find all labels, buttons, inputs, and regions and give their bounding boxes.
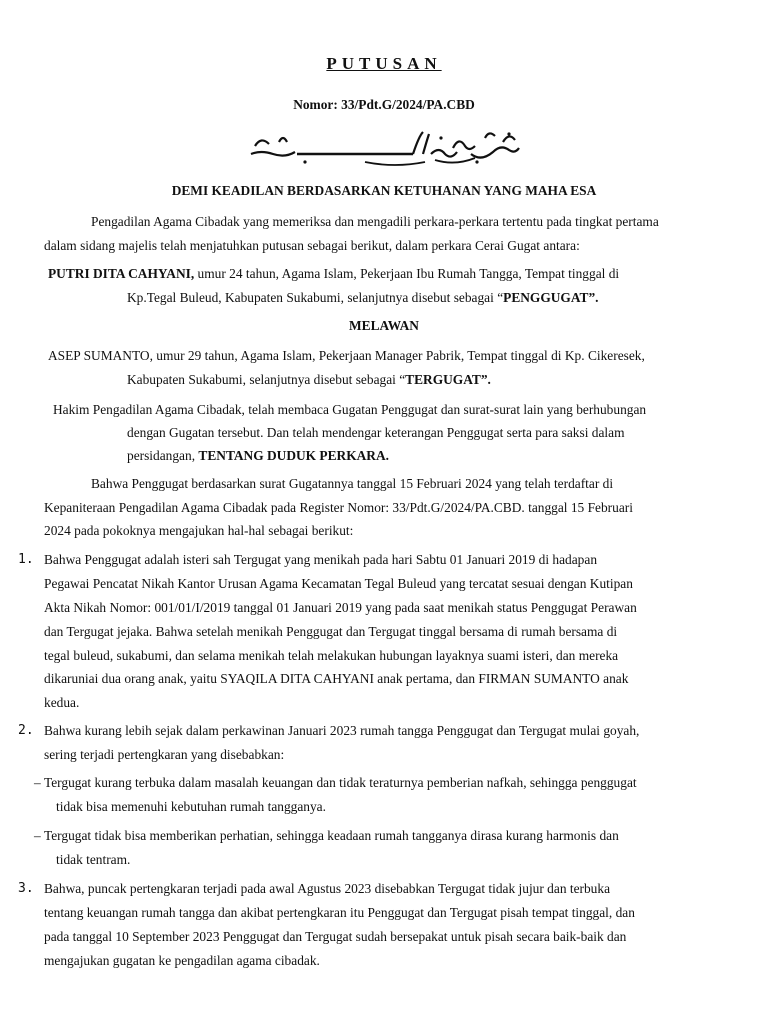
penggugat-line-1 <box>48 266 619 282</box>
intro-line-1: Pengadilan Agama Cibadak yang memeriksa dan mengadili perkara-perkara tertentu pada tingkat pertama <box>91 214 659 229</box>
bullet-line: tidak bisa memenuhi kebutuhan rumah tangganya. <box>56 799 326 814</box>
hakim-line-3 <box>127 448 389 464</box>
item-number: 3. <box>18 881 34 896</box>
tergugat-address: Kabupaten Sukabumi, selanjutnya disebut sebagai “ <box>127 372 406 387</box>
tergugat-line-2 <box>127 372 491 388</box>
list-item-line: pada tanggal 10 September 2023 Penggugat dan Tergugat sudah bersepakat untuk pisah secara baik-baik dan <box>44 929 627 944</box>
list-item-line: sering terjadi pertengkaran yang disebabkan: <box>44 747 285 762</box>
list-item-line: dan Tergugat jejaka. Bahwa setelah menikah Penggugat dan Tergugat tinggal bersama di rumah bersama di <box>44 624 618 639</box>
list-item-line: Bahwa kurang lebih sejak dalam perkawinan Januari 2023 rumah tangga Penggugat dan Tergugat mulai goyah, <box>44 723 640 738</box>
bullet-line: tidak tentram. <box>56 852 131 867</box>
bahwa-line-2: Kepaniteraan Pengadilan Agama Cibadak pada Register Nomor: 33/Pdt.G/2024/PA.CBD. tanggal 15 Februari <box>44 500 633 515</box>
bullet-line: Tergugat kurang terbuka dalam masalah keuangan dan tidak teraturnya pemberian nafkah, sehingga penggugat <box>44 775 637 790</box>
hakim-line-1: Hakim Pengadilan Agama Cibadak, telah membaca Gugatan Penggugat dan surat-surat lain yang berhubungan <box>53 402 647 417</box>
bullet-line: Tergugat tidak bisa memberikan perhatian, sehingga keadaan rumah tangganya dirasa kurang harmonis dan <box>44 828 619 843</box>
list-item-line: Akta Nikah Nomor: 001/01/I/2019 tanggal 01 Januari 2019 yang pada saat menikah status Penggugat Perawan <box>44 600 637 615</box>
penggugat-name: PUTRI DITA CAHYANI, <box>48 266 195 281</box>
intro-line-2: dalam sidang majelis telah menjatuhkan putusan sebagai berikut, dalam perkara Cerai Gugat antara: <box>44 238 580 253</box>
basmala-calligraphy-icon <box>245 124 525 170</box>
melawan-heading: MELAWAN <box>349 318 419 333</box>
penggugat-details: umur 24 tahun, Agama Islam, Pekerjaan Ibu Rumah Tangga, Tempat tinggal di <box>194 266 620 281</box>
list-item-line: Bahwa, puncak pertengkaran terjadi pada awal Agustus 2023 disebabkan Tergugat tidak jujur dan terbuka <box>44 881 611 896</box>
penggugat-address: Kp.Tegal Buleud, Kabupaten Sukabumi, selanjutnya disebut sebagai “ <box>127 290 504 305</box>
tergugat-role: TERGUGAT”. <box>405 372 491 387</box>
list-item-line: tegal buleud, sukabumi, dan selama menikah telah melakukan hubungan layaknya suami isteri, dan mereka <box>44 648 619 663</box>
bahwa-line-3: 2024 pada pokoknya mengajukan hal-hal sebagai berikut: <box>44 523 354 538</box>
duduk-perkara-heading: TENTANG DUDUK PERKARA. <box>198 448 389 463</box>
list-item-line: kedua. <box>44 695 80 710</box>
hakim-line-2: dengan Gugatan tersebut. Dan telah mendengar keterangan Penggugat serta para saksi dalam <box>127 425 625 440</box>
bahwa-line-1: Bahwa Penggugat berdasarkan surat Gugatannya tanggal 15 Februari 2024 yang telah terdaftar di <box>91 476 614 491</box>
penggugat-line-2 <box>127 290 599 306</box>
tergugat-line-1: ASEP SUMANTO, umur 29 tahun, Agama Islam, Pekerjaan Manager Pabrik, Tempat tinggal di Kp. Cikeresek, <box>48 348 645 363</box>
bullet-mark: – <box>34 828 41 843</box>
case-number: Nomor: 33/Pdt.G/2024/PA.CBD <box>293 97 475 112</box>
document-title: PUTUSAN <box>326 54 442 73</box>
item-number: 1. <box>18 552 34 567</box>
penggugat-role: PENGGUGAT”. <box>503 290 599 305</box>
list-item-line: Bahwa Penggugat adalah isteri sah Tergugat yang menikah pada hari Sabtu 01 Januari 2019 di hadapan <box>44 552 598 567</box>
list-item-line: Pegawai Pencatat Nikah Kantor Urusan Agama Kecamatan Tegal Buleud yang tercatat sesuai dengan Kutipan <box>44 576 633 591</box>
bullet-mark: – <box>34 775 41 790</box>
preamble-heading: DEMI KEADILAN BERDASARKAN KETUHANAN YANG MAHA ESA <box>171 183 597 198</box>
hakim-text: persidangan, <box>127 448 199 463</box>
list-item-line: tentang keuangan rumah tangga dan akibat pertengkaran itu Penggugat dan Tergugat pisah tempat tinggal, dan <box>44 905 635 920</box>
item-number: 2. <box>18 723 34 738</box>
list-item-line: dikaruniai dua orang anak, yaitu SYAQILA DITA CAHYANI anak pertama, dan FIRMAN SUMANTO anak <box>44 671 629 686</box>
list-item-line: mengajukan gugatan ke pengadilan agama cibadak. <box>44 953 320 968</box>
